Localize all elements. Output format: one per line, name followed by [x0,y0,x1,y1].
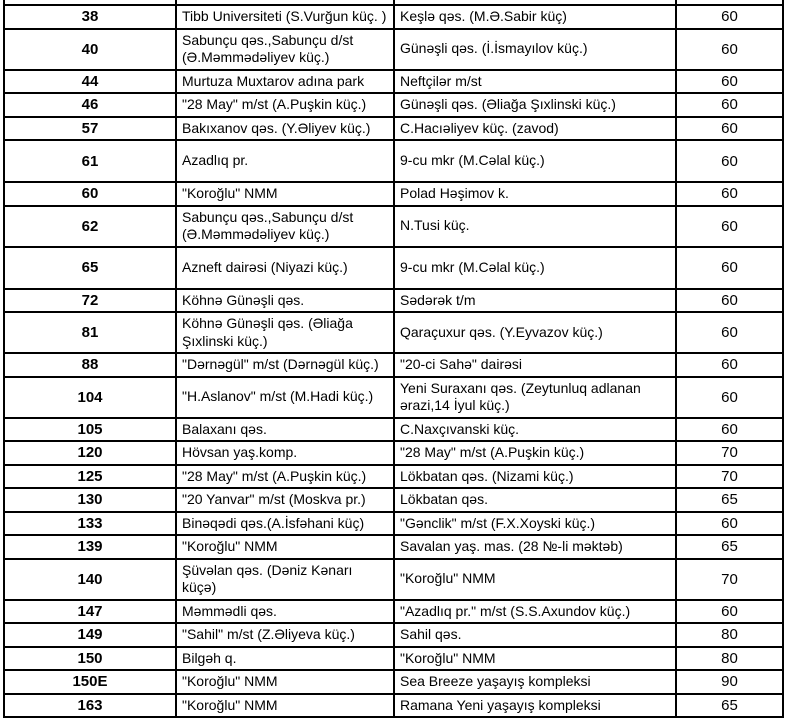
origin-cell: Tibb Universiteti (S.Vurğun küç. ) [176,5,394,29]
route-number-cell: 57 [4,117,176,141]
destination-cell: Sədərək t/m [394,289,676,313]
route-row [4,623,783,647]
fare-cell: 90 [676,670,783,694]
destination-cell: Lökbatan qəs. [394,488,676,512]
fare-cell: 60 [676,117,783,141]
fare-cell: 65 [676,694,783,718]
route-row [4,535,783,559]
fare-cell: 70 [676,441,783,465]
route-row [4,465,783,489]
destination-cell: "Koroğlu" NMM [394,647,676,671]
fare-cell: 60 [676,70,783,94]
route-number-cell: 61 [4,140,176,182]
origin-cell: Bakıxanov qəs. (Y.Əliyev küç.) [176,117,394,141]
route-number-cell: 140 [4,559,176,600]
origin-cell: "Koroğlu" NMM [176,694,394,718]
route-row [4,600,783,624]
origin-cell: Köhnə Günəşli qəs. [176,289,394,313]
route-number-cell: 72 [4,289,176,313]
route-row [4,289,783,313]
origin-cell: Sabunçu qəs.,Sabunçu d/st (Ə.Məmmədəliyev küç.) [176,206,394,247]
route-number-cell: 139 [4,535,176,559]
origin-cell: Köhnə Günəşli qəs. (Əliağa Şıxlinski küç.) [176,312,394,353]
fare-cell: 60 [676,247,783,289]
fare-cell: 65 [676,535,783,559]
destination-cell: C.Hacıəliyev küç. (zavod) [394,117,676,141]
destination-cell: Günəşli qəs. (Əliağa Şıxlinski küç.) [394,93,676,117]
destination-cell: "28 May" m/st (A.Puşkin küç.) [394,441,676,465]
route-number-cell: 62 [4,206,176,247]
route-number-cell: 150 [4,647,176,671]
fare-cell: 65 [676,488,783,512]
fare-cell: 60 [676,182,783,206]
destination-cell: N.Tusi küç. [394,206,676,247]
fare-cell: 60 [676,353,783,377]
origin-cell: "Sahil" m/st (Z.Əliyeva küç.) [176,623,394,647]
route-number-cell: 60 [4,182,176,206]
destination-cell: Keşlə qəs. (M.Ə.Sabir küç) [394,5,676,29]
fare-cell: 60 [676,93,783,117]
destination-cell: Polad Həşimov k. [394,182,676,206]
route-row [4,70,783,94]
destination-cell: C.Naxçıvanski küç. [394,418,676,442]
origin-cell: "20 Yanvar" m/st (Moskva pr.) [176,488,394,512]
routes-table-body [4,0,783,717]
fare-cell: 60 [676,600,783,624]
route-row [4,117,783,141]
origin-cell: Balaxanı qəs. [176,418,394,442]
destination-cell: "Koroğlu" NMM [394,559,676,600]
route-number-cell: 150E [4,670,176,694]
destination-cell: Sahil qəs. [394,623,676,647]
destination-cell: Ramana Yeni yaşayış kompleksi [394,694,676,718]
route-number-cell: 105 [4,418,176,442]
destination-cell: Qaraçuxur qəs. (Y.Eyvazov küç.) [394,312,676,353]
destination-cell: 9-cu mkr (M.Cəlal küç.) [394,247,676,289]
route-row [4,559,783,600]
route-row [4,488,783,512]
destination-cell: 9-cu mkr (M.Cəlal küç.) [394,140,676,182]
route-number-cell: 44 [4,70,176,94]
route-row [4,670,783,694]
fare-cell: 60 [676,206,783,247]
destination-cell: Günəşli qəs. (İ.İsmayılov küç.) [394,29,676,70]
routes-table-container [3,0,784,718]
fare-cell: 60 [676,140,783,182]
route-number-cell: 130 [4,488,176,512]
route-number-cell: 46 [4,93,176,117]
route-number-cell: 133 [4,512,176,536]
fare-cell: 80 [676,623,783,647]
bus-routes-table [3,0,784,718]
origin-cell: Məmmədli qəs. [176,600,394,624]
origin-cell: Binəqədi qəs.(A.İsfəhani küç) [176,512,394,536]
route-number-cell: 65 [4,247,176,289]
fare-cell: 60 [676,418,783,442]
route-row [4,353,783,377]
origin-cell: "28 May" m/st (A.Puşkin küç.) [176,465,394,489]
route-number-cell: 163 [4,694,176,718]
destination-cell: Savalan yaş. mas. (28 №-li məktəb) [394,535,676,559]
route-row [4,377,783,418]
route-row [4,140,783,182]
fare-cell: 60 [676,29,783,70]
route-row [4,694,783,718]
destination-cell: Sea Breeze yaşayış kompleksi [394,670,676,694]
route-number-cell: 149 [4,623,176,647]
route-number-cell: 88 [4,353,176,377]
fare-cell: 60 [676,512,783,536]
route-row [4,312,783,353]
route-row [4,93,783,117]
route-number-cell: 120 [4,441,176,465]
route-row [4,512,783,536]
route-row [4,647,783,671]
origin-cell: Şüvəlan qəs. (Dəniz Kənarı küçə) [176,559,394,600]
route-number-cell: 147 [4,600,176,624]
route-row [4,29,783,70]
route-row [4,206,783,247]
fare-cell: 60 [676,5,783,29]
origin-cell: Azneft dairəsi (Niyazi küç.) [176,247,394,289]
origin-cell: "Koroğlu" NMM [176,535,394,559]
destination-cell: Yeni Suraxanı qəs. (Zeytunluq adlanan ərazi,14 İyul küç.) [394,377,676,418]
route-row [4,441,783,465]
destination-cell: "Azadlıq pr." m/st (S.S.Axundov küç.) [394,600,676,624]
origin-cell: Murtuza Muxtarov adına park [176,70,394,94]
destination-cell: "20-ci Sahə" dairəsi [394,353,676,377]
origin-cell: "Koroğlu" NMM [176,182,394,206]
fare-cell: 60 [676,377,783,418]
origin-cell: Sabunçu qəs.,Sabunçu d/st (Ə.Məmmədəliyev küç.) [176,29,394,70]
route-row [4,5,783,29]
origin-cell: "H.Aslanov" m/st (M.Hadi küç.) [176,377,394,418]
route-number-cell: 38 [4,5,176,29]
origin-cell: Azadlıq pr. [176,140,394,182]
origin-cell: Bilgəh q. [176,647,394,671]
route-number-cell: 104 [4,377,176,418]
route-number-cell: 81 [4,312,176,353]
fare-cell: 80 [676,647,783,671]
fare-cell: 70 [676,559,783,600]
destination-cell: "Gənclik" m/st (F.X.Xoyski küç.) [394,512,676,536]
origin-cell: Hövsan yaş.komp. [176,441,394,465]
origin-cell: "Koroğlu" NMM [176,670,394,694]
route-number-cell: 125 [4,465,176,489]
destination-cell: Lökbatan qəs. (Nizami küç.) [394,465,676,489]
route-row [4,182,783,206]
fare-cell: 60 [676,289,783,313]
fare-cell: 70 [676,465,783,489]
origin-cell: "Dərnəgül" m/st (Dərnəgül küç.) [176,353,394,377]
route-row [4,247,783,289]
route-row [4,418,783,442]
destination-cell: Neftçilər m/st [394,70,676,94]
fare-cell: 60 [676,312,783,353]
route-number-cell: 40 [4,29,176,70]
origin-cell: "28 May" m/st (A.Puşkin küç.) [176,93,394,117]
